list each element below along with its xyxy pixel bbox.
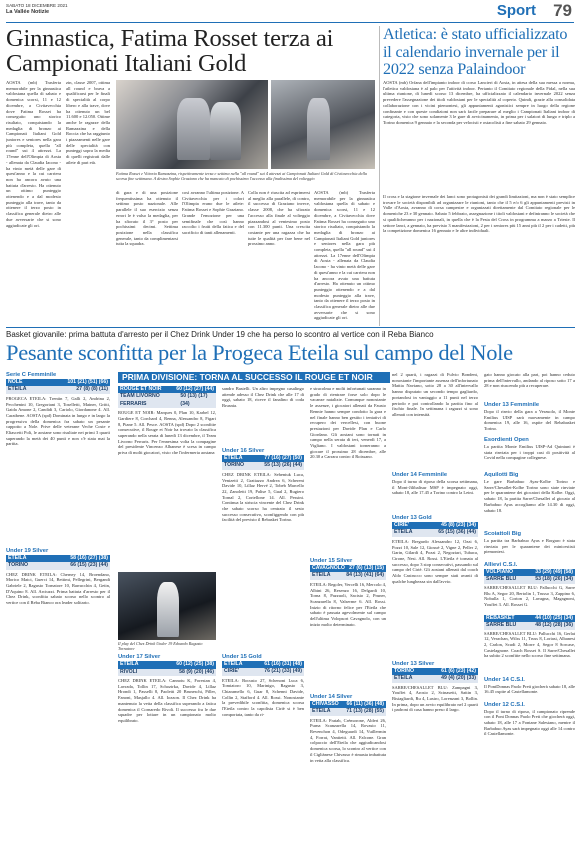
team-score: 66 (15) (23) (44) — [70, 562, 108, 569]
team-name: ETEILA — [120, 661, 139, 668]
u12-csi-text: Dopo il turno di riposo, il campionato riprende con il Pont Donnas Paolo Preti che giocherà oggi, sabato 18, alle 17 a Fontane Salesiano, mentre il Barbabuo Ayas sarà impegnato oggi alle 14 contro il Castellamonte. — [484, 708, 575, 737]
team-score: 84 (13) (41) (64) — [346, 572, 384, 579]
team-score: 60 (12) (25) (38) — [176, 661, 214, 668]
score-row — [118, 393, 216, 408]
gymnastics-column-6: AOSTA (mb) Trasferta memorabile per la ginnastica valdostana quella di sabato e domenica scorsi, 11 e 12 dicembre, a Civitavecchia dove Fatima Rosset ha conseguito uno storico risultato, conquistando la medaglia di bronzo ai Campionati Italiani Gold juniores e seniores nella gara più completa, quella "all round" sui 4 attrezzi. La 17enne dell'Olimpia di Aosta - allenata da Claudia Iacono - ha vinto metà delle gare di quest'anno e la cui carriera non ha ancora avuto una battuta d'arresto. Ha ottenuto un ottimo punteggio ottenendo e a dal modesto punteggio alla trave, tanto da ottenere il terzo posto in classifica generale dietro alle due avversarie che si sono aggiudicate gli ori. — [314, 190, 375, 321]
gymnastics-column-1: AOSTA (mb) Trasferta memorabile per la ginnastica valdostana quella di sabato e domenica scorsi, 11 e 12 dicembre, a Civitavecchia dove Fatima Rosset ha conseguito uno storico risultato, conquistando la medaglia di bronzo ai Campionati Italiani Gold juniores e seniores nella gara più completa, quella "all round" sui 4 attrezzi. La 17enne dell'Olimpia di Aosta - allenata da Claudia Iacono - ha vinto metà delle gare di quest'anno e la cui carriera non ha ancora avuto una battuta d'arresto. Ha ottenuto un ottimo punteggio ottenendo e a dal modesto punteggio alla trave, tanto da ottenere il terzo posto in classifica generale dietro alle due avversarie che si sono aggiudicate gli ori. — [6, 80, 61, 228]
article-gymnastics-title: Ginnastica, Fatima Rosset terza ai Campionati Italiani Gold — [6, 25, 334, 77]
team-name: TEAM LIVORNO FERRARIS — [120, 393, 160, 407]
team-name: ETEILA — [224, 455, 243, 461]
team-name: ETEILA — [8, 386, 27, 393]
team-name: NOLE — [8, 379, 23, 385]
under14-silver-text: ETEILA: Fratab, Crémorone, Alderi 26, Purna Scanzarella 14, Rovasio 11, Revenchon 4, Odeguardi 14, Vuillermin 4, Forrat, Vantietti. All. Falcone. Gran colpaccio dell'Eteila che aggiudicandosi domenica scorsa, lo scontro al vertice con il Cigliànese Chivasso è rimasta imbattuta in vetta alla classifica. — [310, 717, 386, 763]
esordienti-text: La partita Monte Emilius UISP-Ad Quintuni è stata rinviata per i troppi casi di positività al Covid nella compagine collegnese. — [484, 444, 575, 461]
header-rule — [6, 22, 574, 23]
team-score: 50 (13) (17) (34) — [180, 393, 208, 407]
athletics-column-2: Il cross e la stagione invernale dei lanci sono protagonisti dei grandi limitazioni, ma non è stato semplice trovare le società disponibili ad organizzare le riunioni, tanto che il 5 e/o 6 gli appuntamenti previsti in Valle d'Aosta, avranno di corsa campestre e organizzati direttamente dal Comitato regionale per le domeniche 23 e 30 gennaio. Sabato 5 febbraio, assegnazione i titoli valdostani e definiranno le società che si qualificheranno per i nazionali, in quella che è la Festa del Cross in programma a marzo a Trieste. Il settore lanci, a gennaio, ha previsto 3 manifestazioni, 2 per i seniores più 15 anni più il 2 per i cadetti, più la competizione domenica 16 gennaio e le altre individuali. — [383, 194, 575, 234]
aquilotti-title: Aquilotti Big — [484, 472, 519, 478]
team-score: 27 (8) (8) (11) — [76, 386, 108, 393]
team-name: TORINO — [8, 562, 29, 569]
gymnastics-column-5: Colla non è riuscita ad esprimersi al meglio alla parallele, di contro, il successo di Graziano invece, classe 2008, che ha sfiorato l'accesso alla finale al volteggio piazzandosi al ventesimo posto con 11.300 punti. Una crescita costante per una ragazza che ha tutte le qualità per fare bene nel prossimo anno. — [248, 190, 310, 247]
under19-title: Under 19 Silver — [6, 547, 49, 554]
team-name: VOLPIANO — [486, 569, 514, 575]
gymnastics-column-3: di gara e di una posizione frequentissima ha ottenuto il settimo posto nazionale. Alle parallele il suo esercizio senza errori le è valso la medaglia, per ha sfiorato il 3° posto per pochissimi decimi. Settima posizione nella classifica generale, tanto da complimentarsi tutta la squadra. — [116, 190, 178, 247]
score-row — [222, 661, 304, 668]
score-row — [310, 701, 386, 708]
team-score: 53 (18) (26) (34) — [535, 576, 573, 583]
under17-text: CHEZ DRINK ETEILA: Cannoiu K, Forestan 4, Lavrada, Tollin 17, Schozirka, Davide 4, Lillaz Hrondi 1, Passelli 8, Paoletti 20 Bruneschi, Piller, Fanoni, Masjallo 4. All. Iozzon. Il Chez Drink ha mantenuto la vetta della classifica superando a fatica domenica il Cornaredo Rivoli. Il successo fra le due squadre per lottare in un campionato molto equilibrato. — [118, 678, 216, 723]
team-score: 55 (13) (26) (44) — [264, 462, 302, 469]
score-row — [118, 386, 216, 393]
allievi-title: Allievi C.S.I. — [484, 562, 518, 568]
prima-divisione-banner: PRIMA DIVISIONE: TORNA AL SUCCESSO IL ROUGE ET NOIR — [118, 372, 390, 383]
team-score: 45 (8) (23) (34) — [441, 522, 476, 528]
section-title: Sport — [496, 2, 536, 19]
under13-silver-text: SARRE/CHESALLET BLU: Zampagni 3, Youffet 4, Arosio 2, Scinasetti, Sattin 3, Bisiagliardi, Ru 4, Lustro, Lorenzani 3, Bollin. In prima, dopo un avvio equilibrato nel 2 quarti i padroni di casa hanno preso il largo. — [392, 684, 478, 713]
team-score: 61 (16) (31) (48) — [264, 660, 302, 667]
team-score: 76 (21) (33) (49) — [264, 668, 302, 675]
team-score: 61 (6) (23) (42) — [441, 667, 476, 674]
score-row — [222, 668, 304, 675]
basket-player-photo — [118, 572, 216, 640]
team-score: 27 (6) (13) (15) — [349, 565, 384, 571]
fourth-column — [310, 386, 386, 828]
under15-gold-title: Under 15 Gold — [222, 653, 262, 660]
team-name: ETEILA — [394, 529, 413, 536]
team-name: CHIVASSO — [312, 700, 339, 707]
team-name: REBASKET — [486, 614, 515, 621]
team-name: ETEILA — [312, 708, 331, 715]
gymnastics-photo-1 — [116, 80, 268, 169]
team-score: 49 (4) (20) (33) — [441, 675, 476, 682]
score-row — [222, 462, 304, 469]
team-name: TORINO — [224, 462, 245, 469]
serie-c-title: Serie C Femminile — [6, 372, 57, 378]
team-name: SARRE BLU — [486, 576, 517, 583]
sixth-column — [484, 372, 575, 759]
team-score: 33 (29) (49) (58) — [535, 569, 573, 575]
team-score: 60 (12) (27) (44) — [176, 386, 214, 392]
team-name: RIVOLI — [120, 668, 138, 675]
scoiattoli-title: Scoiattoli Big — [484, 531, 522, 537]
gymnastics-column-2: zin, classe 2007, ottima all round e brava a qualificarsi per le finali di specialità al corpo libero e alla trave, dove ha ottenuto un bel 11.600 e 12.050. Ottime anche le ragazze della Ramazzina e della Roccia che ha raggiunto i piazzamenti nelle gare delle specialità con punteggi sopra la media di quelli registrati dalle atlete di pari età. — [66, 80, 110, 165]
scoiattoli-text: La partita tra Barbabuo Ayas e Borgaro è stata rinviata per le quarantene dei minicestisti piemontesi. — [484, 538, 575, 555]
article-athletics-title: Atletica: è stato ufficializzato il calendario invernale per il 2022 senza Palaindoor — [383, 25, 568, 78]
team-score: 58 (9) (20) (46) — [179, 668, 214, 675]
basket-headline: Pesante sconfitta per la Progeca Eteila sul campo del Nole — [6, 340, 513, 365]
allievi-text: SARRE/CHESALLET BLU: Pallucchi G, Sarre Blu A, Segor 20, Bertolin 1, Trusso 3, Zappino 6, Nobulla 1, Corion 2, Lavagna, Magagnoni, Youffet 3. All. Rosset G. — [484, 584, 575, 607]
score-row — [6, 379, 110, 386]
score-row — [484, 576, 575, 583]
under17-title: Under 17 Silver — [118, 654, 161, 661]
score-row — [222, 455, 304, 462]
team-score: 58 (16) (27) (38) — [70, 554, 108, 561]
under14-silver-title: Under 14 Silver — [310, 693, 353, 700]
page-number: 79 — [553, 1, 572, 20]
under14-femminile-title: Under 14 Femminile — [392, 472, 448, 478]
basket-top-rule — [6, 327, 575, 328]
athletics-column-1: AOSTA (mb) Orfana dell'impianto indoor di corso Lancieri di Aosta, in attesa della sua messa a norma, l'atletica valdostana è al palo per l'attività indoor. Pertanto il Comitato regionale della Fidal, nella sua ultima riunione, di lunedì scorso 13 dicembre, ha ufficializzato il calendario invernale 2022 senza prevedere l'assegnazione dei titoli valdostani per le specialità al coperto. Quindi, grazie alla consolidata collaborazione con i vicini piemontesi, gli appuntamenti agonistici sempre in luogo della regione confinante e con queste condizioni non sarà facile preparare al meglio i Campionati Italiani indoor di categoria, visto che sono solamente 3 le gare di avvicinamento, in prima per i salatori di lungo e triplo a Torino domenica 9 gennaio e la seconda per velocisti e ostacolisti a fine sabato 29 gennaio. — [383, 80, 575, 125]
team-score: 71 (13) (28) (55) — [346, 708, 384, 715]
under13-silver-title: Under 13 Silver — [392, 660, 435, 667]
team-name: ETEILA — [312, 572, 331, 579]
basket-kicker: Basket giovanile: prima battuta d'arresto per il Chez Drink Under 19 che ha perso lo scontro al vertice con il Reba Bianco — [6, 330, 434, 339]
fifth-column — [392, 372, 478, 780]
score-row — [310, 572, 386, 579]
team-name: SARRE BLU — [486, 622, 517, 629]
under16-title: Under 16 Silver — [222, 448, 265, 454]
newspaper-name: La Vallée Notizie — [6, 8, 50, 15]
u13f-text: Dopo il rinvio della gara a Verzuolo, il Monte Emilius UISP sarà nuovamente in campo domenica 19, alle 16, ospite del Rebabasket Torino. — [484, 409, 575, 432]
gymnast-figure-1 — [177, 98, 210, 160]
team-score: 77 (16) (27) (50) — [264, 455, 302, 461]
team-name: ROUGE ET NOIR — [120, 386, 162, 392]
score-row — [392, 529, 478, 536]
score-row — [484, 615, 575, 622]
under19-text: CHEZ DRINK ETEILA: Cherney 14, Broendano, Morico Maici, Guerci 14, Bettimi, Pellegrini, Bergandi Gabriele 2, Ragusto Tornatore 10, Barrucchin 4, Getin, D'Aquino 8. All. Arciuzzi. Prima battuta d'arresto per il Chez Drink, sconfitta sabato scorso nello scontro al vertice con il Reba Bianco ora leader solitario. — [6, 571, 110, 606]
team-score: 44 (10) (25) (34) — [535, 614, 573, 621]
page-header-info — [6, 3, 68, 15]
gymnastics-photo-2 — [271, 80, 375, 169]
aquilotti-text: Le gare Barbabuo Ayas-Kolbe Torino e Sarre/Chesallet-Kolbe Torino sono state rinviate per le quarantene dei giocatori della Kolbe. Oggi, sabato 18, la partita Sarre/Chesallet al giocato al Barbabuo Ayas accogliamo alle 14.30 di oggi, sabato 18. — [484, 479, 575, 513]
u14-csi-title: Under 14 C.S.I. — [484, 676, 525, 683]
score-row — [6, 555, 110, 562]
team-score: 66 (11) (36) (48) — [346, 700, 384, 707]
score-row — [118, 669, 216, 676]
score-row — [6, 562, 110, 569]
middle-column-text: sandro Bastelli. Un altro impegno casalingo attende adesso il Chez Drink che alle 17 di oggi, sabato 18, riceve il fanalino di coda Brusnia. — [222, 386, 304, 409]
team-score: 65 (15) (36) (44) — [438, 529, 476, 536]
score-row — [6, 386, 110, 393]
score-row — [392, 522, 478, 529]
score-row — [310, 708, 386, 715]
gymnast-figure-2 — [210, 102, 240, 160]
score-row — [484, 622, 575, 629]
fourth-column-text: e stracolma e molti infortunati saranno in grado di rientrare forse solo dopo le vacanze natalizie. Comunque nonostante le assenze, i giocatori allenati da Fausto Rennie hanno sempre condotto la gara e nel finale hanno ben gestito i tentativi di recupero dei vercellesi, con buone prestazioni per Davide Plan e Carlo Giordano. Gli aostani sono tornati in campo nella serata di ieri, venerdì 17, a Vigliano. I valdostani torneranno a giocare il prossimo 28 dicembre, alle 20.30 a Carrara contro il Roissano. — [310, 386, 386, 460]
u14-csi-text: Il PontDonnas Paolo Preti giocherà sabato 18, alle 16.45 ospite al Castellamonte. — [484, 683, 575, 695]
team-name: ETEILA — [8, 554, 27, 561]
esordienti-title: Esordienti Open — [484, 437, 529, 443]
team-score: 48 (12) (28) (36) — [535, 622, 573, 629]
score-row — [392, 668, 478, 675]
under15-silver-title: Under 15 Silver — [310, 558, 353, 564]
issue-date: SABATO 18 DICEMBRE 2021 — [6, 3, 68, 8]
under14-femminile-text: Dopo il turno di riposo della scorsa settimana, il Mont-Jilibaltsur MSP è impegnato oggi, sabato 18, alle 17.45 a Torino contro la Leini. — [392, 479, 478, 496]
team-name: ETEILA — [224, 660, 243, 667]
prima-divisione-box — [118, 386, 216, 798]
score-row — [392, 675, 478, 682]
rebasket-text: SARRE/CHESALLET BLU: Pallucchi 16, Gerlat 12, Verachan, Wilss 11, Truss 8, Loriasi, Albanesi 2, Carlon, Scudi 2, Morre 4, Segor 8 Sorcase, Castelagnone. Coach Rosset S. Il Sarre/Chesallet ha subito 2 sconfitte nello scorso fine settimana. — [484, 630, 575, 659]
team-name: CIRIE' — [224, 668, 240, 675]
prima-divisione-text: ROUGE ET NOIR: Marques 0, Plan 10, Karbel 12, Gardiere 8, Corchard 4, Renna, Alessandro 8, Figari 8, Piane 5. All. Pesce. AOSTA (spd) Dopo 2 sconfitte consecutive, il Rouge et Noir ha trovato la classifica superando nella serata di lunedì 13 dicembre, il Team Livorno Ferraris. Per l'ennesima volta la compagine del presidente Vincenzo Albanese è scesa in campo priva di molti giocatori, visto che l'infermeria aostana — [118, 410, 216, 456]
serie-c-box — [6, 372, 110, 822]
team-name: ETEILA — [394, 675, 413, 682]
team-name: TORINO — [394, 667, 415, 674]
under16-text: CHEZ DRINK ETEILA: Seheniuk Luca, Venizetti 2, Grattazzo Andrea 6, Schereni Davide 10, Lillaz Hervé 2, Tobeb Marcello 22, Zanoletti 19, Palise 5, Gual 2, Rugiero Tornal 2, Cortellone 14. All. Pessini. Continua la striscia vincente del Chez Drink che sabato scorso ha centrato il sesto successo consecutivo, sconfiggendo con più facilità del previsto il Rebasket Torino. — [222, 471, 304, 523]
u13f-title: Under 13 Femminile — [484, 402, 540, 408]
under15-gold-text: ETEILA: Bocusto 27, Schenoni Luca 6, Tomiatoro 10, Marinigo, Ragusto 3, Chiaramello 6, Guar 8, Schenni Davide, Collin 2, Stafford 4. All. Rossi. Nonostante la prevedibile sconfitta, domenica scorsa l'Eteila contro la capolista Ciriè si è ben comportata, tanto da ri- — [222, 677, 304, 717]
score-row — [310, 565, 386, 572]
u12-csi-title: Under 12 C.S.I. — [484, 701, 525, 708]
under15-silver-text: ETEILA: Regoler, Vercelli 16, Mercolo 4, Albini 26, Resenzo 16, Delgardi 10, Torna 8, Pazzuoli, Sacisto 2, Pruner, Scanzarella 8, Valserme 6. All. Rossi. Inizio di ritorno felice per l'Eteila che sabato è passata agevolmente sul campo dell'ultima Volopsort Cavagnolo, con un inizio molto determinato. — [310, 581, 386, 627]
under13-gold-text: ETEILA: Bregardo Alessandro 12, Ozzi 6, Pozzi 10, Sale 12, Giosuè 2, Vigne 2, Peller 2, Garin, Gilardi 4, Pozzi 2, Negoziari, Tubaca, Cirone, Nesi. All. Rossi. L'Eteila è tornata al successo, dopo 3 stop consecutivi, passando sul campo del Ciriè. Gli aostani allenati dal coach Aldo Castrucco sono sempre stati avanti di qualche lunghezza sin dall'avvio. — [392, 538, 478, 584]
team-name: CIRIE' — [394, 522, 410, 528]
player-figure — [157, 582, 179, 636]
team-name: CAVAGNOLO — [312, 565, 345, 571]
gymnastics-column-4: così avranno l'ultima posizione. A Civitavecchia per i colori l'Olimpia erano due le atlete: Fatima Rosset e Sophie Graziano. Grande l'emozione per una semifinale che così hanno raccolto i frutti della fatica e del sacrificio di tanti allenamenti. — [182, 190, 244, 235]
under13-gold-title: Under 13 Gold — [392, 515, 432, 521]
column-divider — [379, 26, 380, 326]
gymnastics-photo-caption: Fatima Rosset e Vittoria Ramazzina, rispettivamente terza e settima nella "all round" sui 4 attrezzi ai Campionati Italiani Gold di Civitavecchia della scorsa fine settimana. A destra Sophie Graziano che ha mancato di pochissimo l'accesso alla finalissima del volteggio — [116, 171, 367, 181]
gymnast-figure-3 — [307, 98, 330, 160]
sixth-column-text: gato hanno giocato alla pari, poi hanno ceduto prima dell'intervallo, andando al riposo sotto 17 a 28 e non riuscendo più a recuperare. — [484, 372, 575, 389]
score-row — [118, 661, 216, 668]
team-score: 101 (21) (51) (66) — [67, 379, 108, 385]
fifth-column-text: nel 2 quarti, i ragazzi di Fulvio Bondent, nonostante l'importante assenza dell'infortunato Mattia Naviano, sotto 28 a 30 all'intervallo hanno disputato un secondo tempo gagliardo, portandosi in vantaggio a 11 punti nel terzo periodo e poi controllando la partita fino al fischio finale. In settimana i ragazzi si sono allenati con intensità. — [392, 372, 478, 417]
middle-column — [222, 386, 304, 808]
score-row — [484, 569, 575, 576]
basket-photo-caption: Il play del Chez Drink Under 19 Edoardo Ragusto Tornatore — [118, 641, 203, 652]
serie-c-text: PROGECA ETEILA: Trentin 7, Galli 2, Andrina 2, Pecchenini 10, Gregoriani 3, Toselletti, Mainer, Gritti, Gaida Amone 2, Candidi 3, Cariolo, Giordanone 4. All. Caratbene. AOSTA (spd) Dominata in lungo e in largo la progressiva della domenica fra sabato un pesante cappotto a Nole. Prive delle veterane Veche Coste e Eliascetti Poli, le aostane sono risultate nei primi 3 quarti superando la metà dei 40 punti e non c'è stata mai la partita. — [6, 395, 110, 447]
